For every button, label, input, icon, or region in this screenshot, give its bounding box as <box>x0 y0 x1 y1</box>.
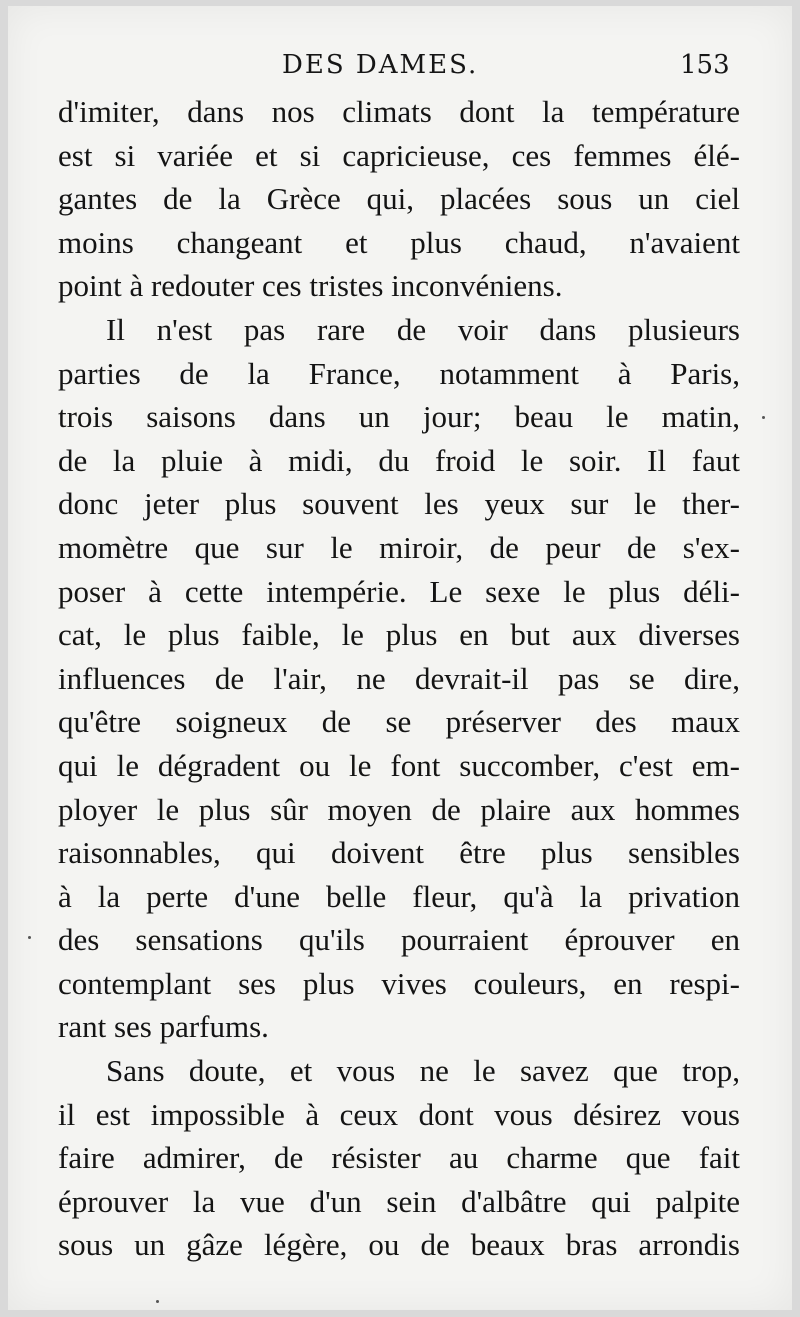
text-line: il est impossible à ceux dont vous désirez vous <box>58 1096 740 1132</box>
text-line: momètre que sur le miroir, de peur de s'ex- <box>58 529 740 565</box>
paragraph <box>58 90 740 308</box>
text-line: est si variée et si capricieuse, ces femmes élé- <box>58 137 740 173</box>
text-line: Il n'est pas rare de voir dans plusieurs <box>106 311 740 347</box>
text-line: à la perte d'une belle fleur, qu'à la privation <box>58 878 740 914</box>
text-line: gantes de la Grèce qui, placées sous un ciel <box>58 181 740 217</box>
text-line: moins changeant et plus chaud, n'avaient <box>58 224 740 260</box>
text-line: Sans doute, et vous ne le savez que trop, <box>106 1053 740 1089</box>
text-line: cat, le plus faible, le plus en but aux diverses <box>58 617 740 653</box>
text-line: donc jeter plus souvent les yeux sur le ther- <box>58 486 740 522</box>
text-line: raisonnables, qui doivent être plus sensibles <box>58 835 740 871</box>
text-line: rant ses parfums. <box>58 1009 269 1045</box>
text-line: parties de la France, notamment à Paris, <box>58 355 740 391</box>
page-number: 153 <box>680 50 730 80</box>
body-text <box>58 90 740 1267</box>
running-head <box>8 50 792 86</box>
text-line: poser à cette intempérie. Le sexe le plus déli- <box>58 573 740 609</box>
book-page <box>8 6 792 1310</box>
text-line: point à redouter ces tristes inconvéniens. <box>58 268 563 304</box>
running-head-title: DES DAMES. <box>282 50 479 80</box>
text-line: trois saisons dans un jour; beau le matin, <box>58 399 740 435</box>
text-line: faire admirer, de résister au charme que fait <box>58 1140 740 1176</box>
text-line: qui le dégradent ou le font succomber, c'est em- <box>58 747 740 783</box>
text-line: influences de l'air, ne devrait-il pas se dire, <box>58 660 740 696</box>
text-line: d'imiter, dans nos climats dont la température <box>58 94 740 129</box>
paragraph <box>58 308 740 1049</box>
paragraph <box>58 1049 740 1267</box>
text-line: sous un gâze légère, ou de beaux bras arrondis <box>58 1227 740 1263</box>
ink-speck <box>762 416 765 419</box>
text-line: qu'être soigneux de se préserver des maux <box>58 704 740 740</box>
ink-speck <box>156 1300 159 1303</box>
text-line: ployer le plus sûr moyen de plaire aux hommes <box>58 791 740 827</box>
text-line: contemplant ses plus vives couleurs, en respi- <box>58 965 740 1001</box>
text-line: des sensations qu'ils pourraient éprouver en <box>58 922 740 958</box>
text-line: éprouver la vue d'un sein d'albâtre qui palpite <box>58 1183 740 1219</box>
text-line: de la pluie à midi, du froid le soir. Il faut <box>58 442 740 478</box>
ink-speck <box>28 936 31 939</box>
